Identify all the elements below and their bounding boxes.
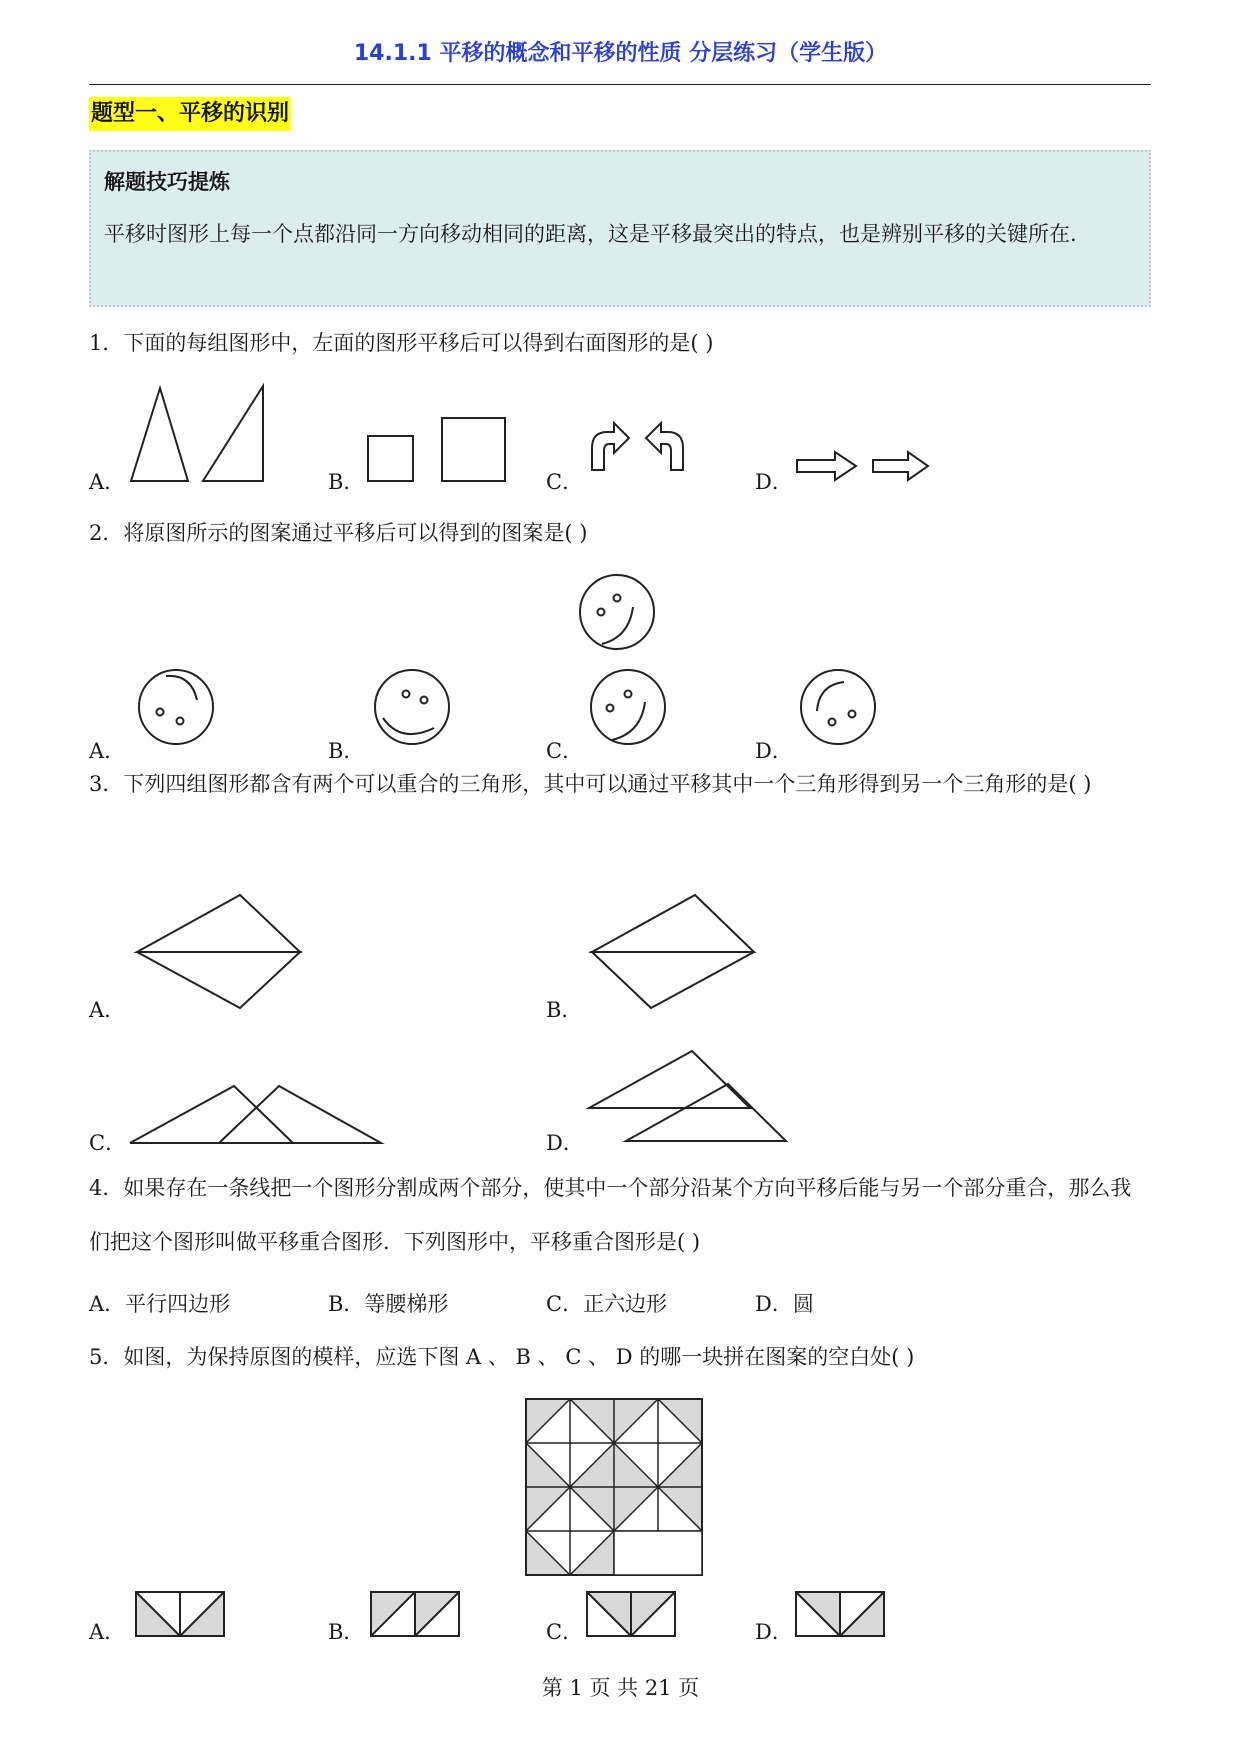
q5-option-d-label: D． <box>755 1620 793 1644</box>
q3-option-b-label: B． <box>546 998 583 1022</box>
q2-option-d-label: D． <box>755 739 793 763</box>
q4-option-a: A．平行四边形 <box>89 1292 231 1316</box>
q3-option-c-label: C． <box>89 1131 127 1155</box>
q5-option-b-label: B． <box>328 1620 365 1644</box>
q5-piece-d <box>796 1592 884 1636</box>
q4-option-d: D．圆 <box>755 1292 814 1316</box>
question-1-text: 1．下面的每组图形中，左面的图形平移后可以得到右面图形的是( ) <box>89 331 714 355</box>
q5-piece-b <box>371 1592 459 1636</box>
q2-option-b-label: B． <box>328 739 365 763</box>
q2-option-a-label: A． <box>89 739 126 763</box>
question-4-text: 4．如果存在一条线把一个图形分割成两个部分，使其中一个部分沿某个方向平移后能与另一个部分重合，那么我们把这个图形叫做平移重合图形．下列图形中，平移重合图形是( ) <box>89 1176 1132 1254</box>
q1-option-b-label: B． <box>328 470 365 494</box>
q2-option-c-label: C． <box>546 739 584 763</box>
tip-title: 解题技巧提炼 <box>104 170 230 194</box>
question-3-text: 3．下列四组图形都含有两个可以重合的三角形，其中可以通过平移其中一个三角形得到另一个三角形的是( ) <box>89 772 1092 796</box>
q3-option-d-label: D． <box>546 1131 584 1155</box>
question-5-text: 5．如图，为保持原图的模样，应选下图 A 、 B 、 C 、 D 的哪一块拼在图案的空白处( ) <box>89 1345 915 1369</box>
question-2-text: 2．将原图所示的图案通过平移后可以得到的图案是( ) <box>89 521 588 545</box>
page-number: 第 1 页 共 21 页 <box>541 1676 700 1700</box>
q5-option-a-label: A． <box>89 1620 126 1644</box>
q5-piece-c <box>587 1592 675 1636</box>
document-title: 14.1.1 平移的概念和平移的性质 分层练习（学生版） <box>353 41 888 66</box>
q1-option-a-label: A． <box>89 470 126 494</box>
q5-blank-area <box>614 1531 702 1575</box>
q4-option-b: B．等腰梯形 <box>328 1292 449 1316</box>
q3-option-a-label: A． <box>89 998 126 1022</box>
q4-option-c: C．正六边形 <box>546 1292 668 1316</box>
q5-option-c-label: C． <box>546 1620 584 1644</box>
q1-option-d-label: D． <box>755 470 793 494</box>
q1-option-c-label: C． <box>546 470 584 494</box>
q5-pattern-grid <box>526 1399 702 1575</box>
q5-piece-a <box>136 1592 224 1636</box>
tip-text: 平移时图形上每一个点都沿同一方向移动相同的距离，这是平移最突出的特点，也是辨别平移的关键所在. <box>104 222 1077 246</box>
section-heading: 题型一、平移的识别 <box>89 97 291 131</box>
